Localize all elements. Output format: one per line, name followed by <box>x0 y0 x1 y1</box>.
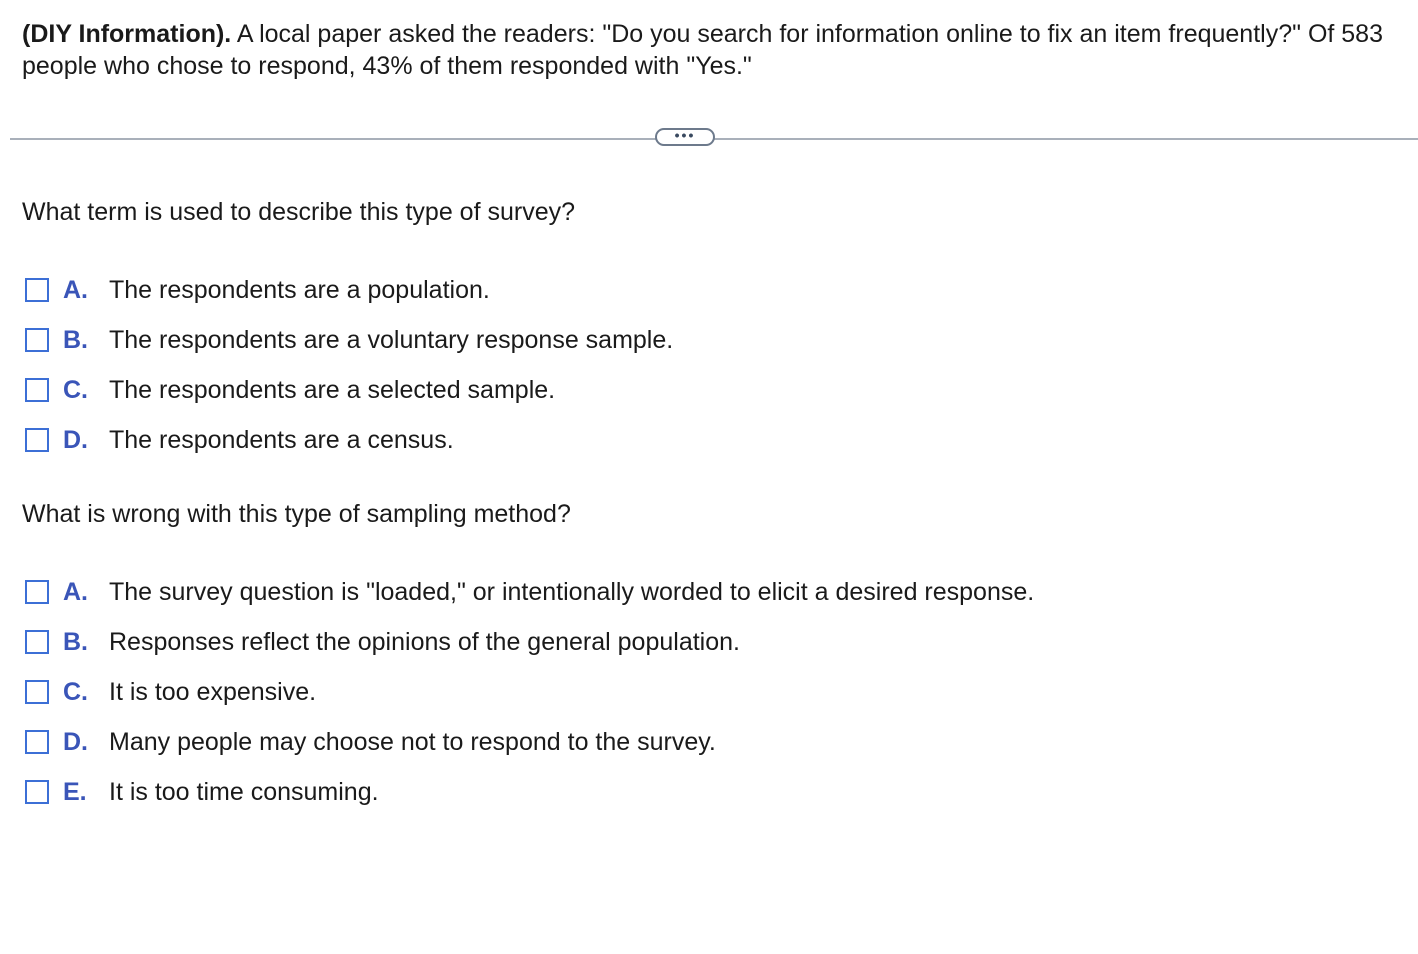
problem-title: (DIY Information). <box>22 20 232 48</box>
option-letter: B. <box>63 627 88 656</box>
expand-more-button[interactable] <box>655 128 715 146</box>
checkbox-icon[interactable] <box>25 278 49 302</box>
option-letter: E. <box>63 777 87 806</box>
question-1-options <box>25 265 673 465</box>
question-2-options <box>25 567 1034 817</box>
question-2-option-a[interactable] <box>25 567 1034 617</box>
option-letter: C. <box>63 375 88 404</box>
checkbox-icon[interactable] <box>25 780 49 804</box>
question-2-option-c[interactable] <box>25 667 1034 717</box>
option-text: The respondents are a population. <box>109 275 490 304</box>
option-text: The respondents are a selected sample. <box>109 375 556 404</box>
option-letter: D. <box>63 727 88 756</box>
question-2-prompt: What is wrong with this type of sampling method? <box>22 500 571 528</box>
option-letter: C. <box>63 677 88 706</box>
option-letter: B. <box>63 325 88 354</box>
option-letter: A. <box>63 275 88 304</box>
question-1-option-d[interactable] <box>25 415 673 465</box>
option-text: The survey question is "loaded," or intentionally worded to elicit a desired response. <box>109 577 1035 606</box>
checkbox-icon[interactable] <box>25 428 49 452</box>
option-text: The respondents are a voluntary response sample. <box>109 325 674 354</box>
question-2-option-e[interactable] <box>25 767 1034 817</box>
option-letter: A. <box>63 577 88 606</box>
more-dots-icon: ••• <box>674 127 696 143</box>
option-text: The respondents are a census. <box>109 425 454 454</box>
checkbox-icon[interactable] <box>25 680 49 704</box>
question-2-option-b[interactable] <box>25 617 1034 667</box>
problem-text: A local paper asked the readers: "Do you search for information online to fix an item frequently?" Of 583 people who chose to respond, 43% of them responded with "Yes." <box>22 20 1383 80</box>
option-text: Responses reflect the opinions of the general population. <box>109 627 740 656</box>
checkbox-icon[interactable] <box>25 630 49 654</box>
problem-statement <box>22 18 1402 82</box>
checkbox-icon[interactable] <box>25 580 49 604</box>
option-text: Many people may choose not to respond to the survey. <box>109 727 716 756</box>
checkbox-icon[interactable] <box>25 378 49 402</box>
checkbox-icon[interactable] <box>25 328 49 352</box>
question-1-prompt: What term is used to describe this type of survey? <box>22 198 576 226</box>
question-1-option-b[interactable] <box>25 315 673 365</box>
question-1-option-a[interactable] <box>25 265 673 315</box>
checkbox-icon[interactable] <box>25 730 49 754</box>
question-2-option-d[interactable] <box>25 717 1034 767</box>
question-1-option-c[interactable] <box>25 365 673 415</box>
option-text: It is too time consuming. <box>109 777 379 806</box>
option-letter: D. <box>63 425 88 454</box>
option-text: It is too expensive. <box>109 677 317 706</box>
